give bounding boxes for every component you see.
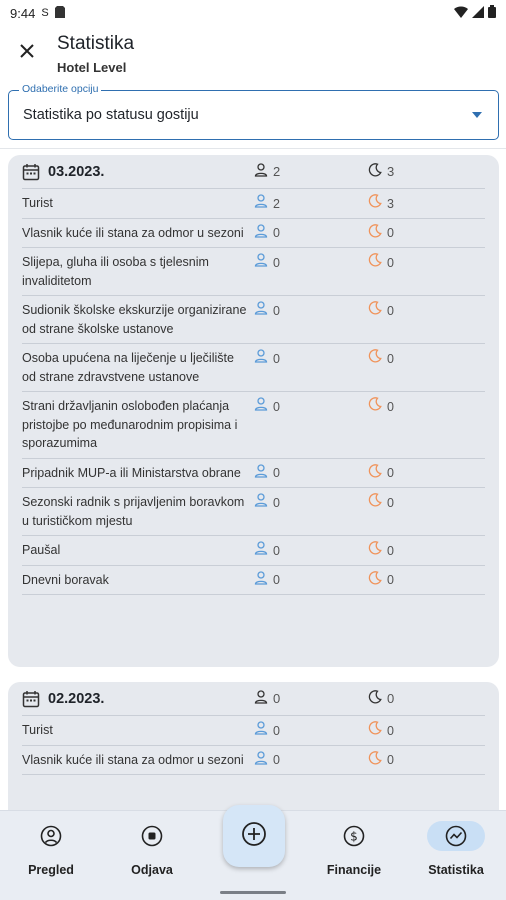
row-guests-value: 0 bbox=[273, 495, 280, 510]
guest-status-label: Dnevni boravak bbox=[22, 572, 109, 587]
row-guests-value: 0 bbox=[273, 543, 280, 558]
moon-icon bbox=[368, 751, 382, 771]
stats-row bbox=[22, 189, 485, 219]
guest-status-label: Vlasnik kuće ili stana za odmor u sezoni bbox=[22, 752, 244, 767]
month-label: 03.2023. bbox=[48, 163, 105, 180]
row-guests bbox=[254, 349, 280, 369]
moon-icon bbox=[368, 301, 382, 321]
row-guests-value: 0 bbox=[273, 753, 280, 767]
row-guests bbox=[254, 224, 280, 244]
stats-row bbox=[22, 716, 485, 746]
moon-icon bbox=[368, 224, 382, 244]
close-button[interactable] bbox=[14, 40, 40, 66]
nights-total bbox=[368, 163, 394, 180]
person-icon bbox=[254, 194, 268, 214]
row-guests bbox=[254, 721, 280, 741]
person-icon bbox=[254, 721, 268, 741]
person-icon bbox=[254, 690, 268, 707]
stats-icon bbox=[427, 821, 485, 851]
moon-icon bbox=[368, 571, 382, 591]
row-nights-value: 0 bbox=[387, 573, 394, 587]
row-nights-value: 0 bbox=[387, 723, 394, 738]
row-guests-value: 0 bbox=[273, 466, 280, 480]
row-nights bbox=[368, 301, 394, 321]
calendar-icon bbox=[22, 163, 40, 181]
person-icon bbox=[254, 349, 268, 369]
person-icon bbox=[254, 571, 268, 591]
moon-icon bbox=[368, 397, 382, 417]
row-nights bbox=[368, 194, 394, 214]
person-icon bbox=[254, 224, 268, 244]
row-nights bbox=[368, 571, 394, 591]
row-nights bbox=[368, 397, 394, 417]
row-guests-value: 0 bbox=[273, 226, 280, 240]
guest-status-label: Sudionik školske ekskurzije organizirane od strane školske ustanove bbox=[22, 303, 247, 336]
moon-icon bbox=[368, 349, 382, 369]
row-nights-value: 0 bbox=[387, 303, 394, 318]
dollar-circle-icon bbox=[325, 821, 383, 851]
nav-financije[interactable] bbox=[309, 821, 399, 877]
nav-odjava[interactable] bbox=[107, 821, 197, 877]
add-fab-button[interactable] bbox=[223, 805, 285, 867]
stats-row bbox=[22, 488, 485, 536]
moon-icon bbox=[368, 690, 382, 707]
option-select-label: Odaberite opciju bbox=[19, 83, 101, 95]
stats-row bbox=[22, 344, 485, 392]
row-nights bbox=[368, 541, 394, 561]
moon-icon bbox=[368, 194, 382, 214]
dropdown-arrow-icon bbox=[472, 112, 482, 118]
month-stats-card bbox=[8, 155, 499, 667]
row-guests bbox=[254, 751, 280, 771]
page-title: Statistika bbox=[57, 33, 135, 54]
stats-row bbox=[22, 392, 485, 459]
row-nights-value: 0 bbox=[387, 543, 394, 558]
row-nights bbox=[368, 751, 394, 771]
status-time: 9:44 bbox=[10, 5, 36, 21]
stop-circle-icon bbox=[123, 821, 181, 851]
option-select[interactable] bbox=[8, 83, 499, 140]
guests-total bbox=[254, 163, 280, 180]
guest-status-label: Pripadnik MUP-a ili Ministarstva obrane bbox=[22, 465, 241, 480]
status-bar bbox=[0, 0, 506, 26]
row-nights-value: 3 bbox=[387, 196, 394, 211]
row-guests bbox=[254, 541, 280, 561]
svg-text:$: $ bbox=[350, 829, 358, 844]
month-stats-card bbox=[8, 682, 499, 810]
signal-icon bbox=[472, 6, 484, 21]
sim-icon: S bbox=[41, 7, 49, 19]
nav-pregled-label: Pregled bbox=[28, 863, 74, 877]
nights-total-value: 0 bbox=[387, 691, 395, 706]
stats-row bbox=[22, 219, 485, 249]
person-icon bbox=[254, 493, 268, 513]
bottom-navigation bbox=[0, 810, 506, 900]
row-guests bbox=[254, 493, 280, 513]
guest-status-label: Sezonski radnik s prijavljenim boravkom u turističkom mjestu bbox=[22, 495, 245, 528]
moon-icon bbox=[368, 163, 382, 180]
nav-pregled[interactable] bbox=[6, 821, 96, 877]
row-nights bbox=[368, 224, 394, 244]
guest-status-label: Osoba upućena na liječenje u lječilište od strane zdravstvene ustanove bbox=[22, 351, 234, 384]
row-guests bbox=[254, 253, 280, 273]
battery-icon bbox=[488, 5, 496, 21]
stats-row bbox=[22, 746, 485, 776]
guests-total bbox=[254, 690, 280, 707]
row-guests-value: 0 bbox=[273, 723, 280, 738]
row-guests-value: 0 bbox=[273, 351, 280, 366]
app-header bbox=[0, 26, 506, 84]
sd-card-icon bbox=[55, 6, 65, 21]
guest-status-label: Strani državljanin oslobođen plaćanja pristojbe po međunarodnim propisima i sporazumima bbox=[22, 399, 238, 450]
divider bbox=[0, 148, 506, 149]
row-guests bbox=[254, 464, 280, 484]
person-icon bbox=[254, 397, 268, 417]
page-subtitle: Hotel Level bbox=[57, 60, 127, 75]
row-guests-value: 0 bbox=[273, 255, 280, 270]
card-header bbox=[22, 682, 485, 716]
moon-icon bbox=[368, 541, 382, 561]
row-nights bbox=[368, 721, 394, 741]
guest-status-label: Turist bbox=[22, 196, 53, 210]
nav-odjava-label: Odjava bbox=[131, 863, 173, 877]
stats-row bbox=[22, 296, 485, 344]
row-guests-value: 0 bbox=[273, 303, 280, 318]
row-nights bbox=[368, 349, 394, 369]
nights-total bbox=[368, 690, 394, 707]
nav-statistika[interactable] bbox=[411, 821, 501, 877]
wifi-icon bbox=[454, 6, 468, 21]
stats-row bbox=[22, 459, 485, 489]
person-icon bbox=[254, 541, 268, 561]
card-header bbox=[22, 155, 485, 189]
row-guests-value: 0 bbox=[273, 573, 280, 587]
guests-total-value: 2 bbox=[273, 164, 281, 179]
guests-total-value: 0 bbox=[273, 691, 281, 706]
row-nights-value: 0 bbox=[387, 226, 394, 240]
nav-financije-label: Financije bbox=[326, 863, 382, 877]
option-select-value: Statistika po statusu gostiju bbox=[23, 107, 199, 123]
close-icon bbox=[20, 44, 34, 63]
person-icon bbox=[254, 301, 268, 321]
month-label: 02.2023. bbox=[48, 690, 105, 707]
guest-status-label: Slijepa, gluha ili osoba s tjelesnim invaliditetom bbox=[22, 255, 209, 288]
stats-row bbox=[22, 248, 485, 296]
row-guests bbox=[254, 194, 280, 214]
row-guests bbox=[254, 571, 280, 591]
add-circle-icon bbox=[241, 821, 267, 852]
row-nights-value: 0 bbox=[387, 255, 394, 270]
row-nights-value: 0 bbox=[387, 753, 394, 767]
row-guests bbox=[254, 397, 280, 417]
row-nights bbox=[368, 493, 394, 513]
row-nights bbox=[368, 464, 394, 484]
stats-row bbox=[22, 536, 485, 566]
person-icon bbox=[254, 751, 268, 771]
moon-icon bbox=[368, 493, 382, 513]
guest-status-label: Turist bbox=[22, 723, 53, 737]
calendar-icon bbox=[22, 690, 40, 708]
person-icon bbox=[254, 464, 268, 484]
row-nights-value: 0 bbox=[387, 495, 394, 510]
row-nights-value: 0 bbox=[387, 466, 394, 480]
moon-icon bbox=[368, 253, 382, 273]
row-guests-value: 2 bbox=[273, 196, 280, 211]
person-icon bbox=[254, 163, 268, 180]
nights-total-value: 3 bbox=[387, 164, 395, 179]
home-indicator[interactable] bbox=[220, 891, 286, 894]
row-nights bbox=[368, 253, 394, 273]
moon-icon bbox=[368, 721, 382, 741]
moon-icon bbox=[368, 464, 382, 484]
person-icon bbox=[254, 253, 268, 273]
guest-status-label: Vlasnik kuće ili stana za odmor u sezoni bbox=[22, 225, 244, 240]
row-guests bbox=[254, 301, 280, 321]
account-circle-icon bbox=[22, 821, 80, 851]
stats-scroll-area[interactable] bbox=[0, 150, 506, 810]
nav-statistika-label: Statistika bbox=[428, 863, 484, 877]
row-nights-value: 0 bbox=[387, 399, 394, 414]
guest-status-label: Paušal bbox=[22, 543, 61, 557]
stats-row bbox=[22, 566, 485, 596]
row-guests-value: 0 bbox=[273, 399, 280, 414]
row-nights-value: 0 bbox=[387, 351, 394, 366]
